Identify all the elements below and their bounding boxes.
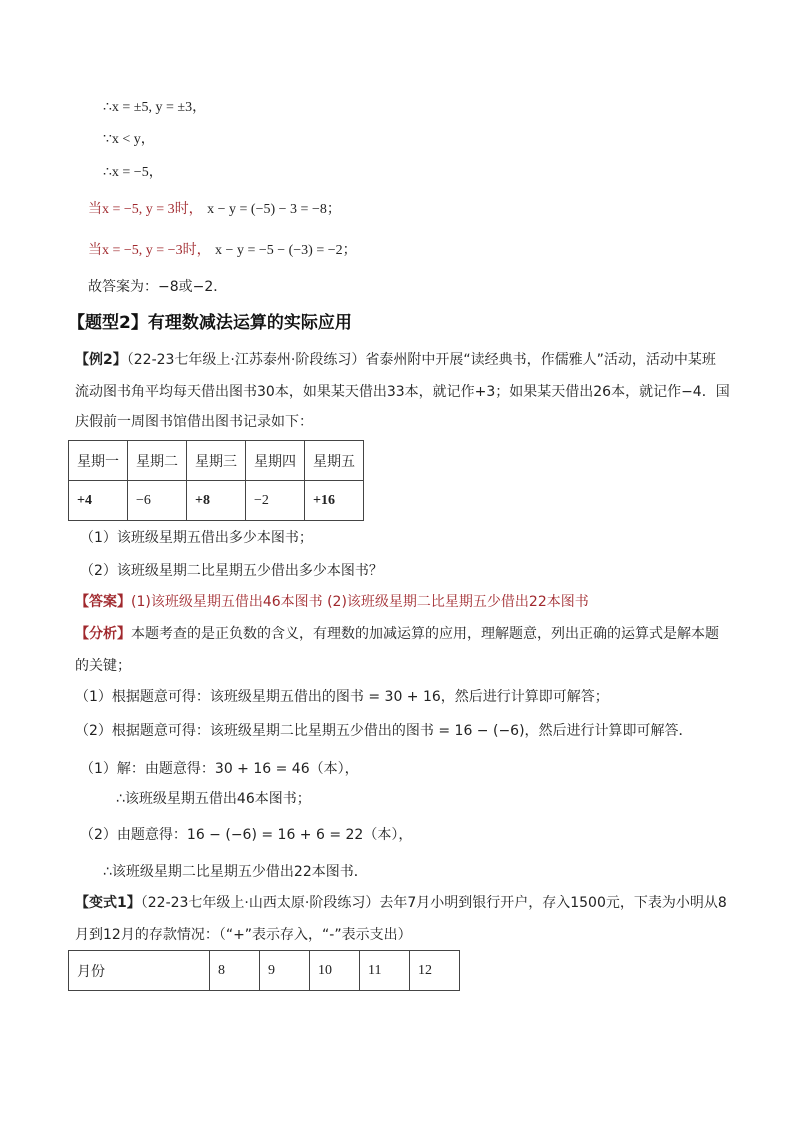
month-cell: 9	[260, 951, 310, 991]
variant-1-line-2: 月到12月的存款情况：（“+”表示存入，“-”表示支出）	[75, 927, 412, 943]
solution-1-line-2: ∴该班级星期五借出46本图书；	[116, 791, 311, 807]
example-2-line-2: 流动图书角平均每天借出图书30本，如果某天借出33本，就记作+3；如果某天借出26本，就记作−4．国	[75, 384, 730, 400]
question-1: （1）该班级星期五借出多少本图书；	[80, 530, 313, 546]
case-1-mid: 时，	[174, 201, 203, 217]
table-header-row	[69, 441, 364, 481]
variant-1-label: 【变式1】	[75, 895, 141, 911]
table-header-cell: 星期四	[246, 441, 305, 481]
table-value-row	[69, 481, 364, 521]
table-value-cell: +16	[305, 481, 364, 521]
solution-2-line-2: ∴该班级星期二比星期五少借出22本图书．	[103, 864, 368, 880]
solution-case-2	[88, 240, 357, 261]
table-value-cell: −2	[246, 481, 305, 521]
table-header-cell: 星期五	[305, 441, 364, 481]
example-2-line-3: 庆假前一周图书馆借出图书记录如下：	[75, 414, 313, 430]
example-2-line-1	[75, 350, 716, 370]
answer-text: (1)该班级星期五借出46本图书 (2)该班级星期二比星期五少借出22本图书	[131, 594, 589, 610]
solution-line-2: ∵x < y，	[103, 132, 155, 147]
loan-record-table	[68, 440, 364, 521]
table-value-cell: +4	[69, 481, 128, 521]
analysis-text-1: 本题考查的是正负数的含义，有理数的加减运算的应用，理解题意，列出正确的运算式是解本题	[131, 626, 719, 642]
analysis-line-3: （1）根据题意可得：该班级星期五借出的图书 = 30 + 16，然后进行计算即可解答；	[75, 689, 609, 705]
analysis-line-1	[75, 624, 719, 644]
table-header-cell: 星期一	[69, 441, 128, 481]
month-cell: 12	[410, 951, 460, 991]
table-row	[69, 951, 460, 991]
solution-1-line-1: （1）解：由题意得：30 + 16 = 46（本），	[80, 761, 359, 777]
case-1-condition: x = −5, y = 3	[102, 202, 175, 217]
table-value-cell: −6	[128, 481, 187, 521]
table-row-label: 月份	[69, 951, 210, 991]
table-header-cell: 星期三	[187, 441, 246, 481]
month-cell: 8	[210, 951, 260, 991]
solution-answer: 故答案为：−8或−2．	[88, 279, 228, 295]
case-2-mid: 时，	[182, 242, 211, 258]
case-1-prefix: 当	[88, 201, 102, 217]
example-2-label: 【例2】	[75, 352, 127, 368]
solution-line-3: ∴x = −5，	[103, 165, 163, 180]
solution-case-1	[88, 199, 341, 220]
month-cell: 11	[360, 951, 410, 991]
variant-1-text-1: （22-23七年级上·山西太原·阶段练习）去年7月小明到银行开户，存入1500元，下表为小明从8	[140, 895, 727, 911]
case-2-condition: x = −5, y = −3	[102, 243, 183, 258]
analysis-line-2: 的关键；	[75, 658, 131, 674]
answer-line	[75, 592, 589, 612]
section-title: 【题型2】有理数减法运算的实际应用	[68, 313, 352, 333]
case-2-prefix: 当	[88, 242, 102, 258]
answer-label: 【答案】	[75, 594, 131, 610]
month-cell: 10	[310, 951, 360, 991]
case-2-expression: x − y = −5 − (−3) = −2	[215, 243, 343, 258]
case-2-end: ；	[342, 242, 357, 258]
example-2-text-1: （22-23七年级上·江苏泰州·阶段练习）省泰州附中开展“读经典书，作儒雅人”活动，活动中某班	[126, 352, 716, 368]
solution-2-line-1: （2）由题意得：16 − (−6) = 16 + 6 = 22（本），	[80, 827, 413, 843]
question-2: （2）该班级星期二比星期五少借出多少本图书？	[80, 563, 383, 579]
analysis-line-4: （2）根据题意可得：该班级星期二比星期五少借出的图书 = 16 − (−6)，然后进行计算即可解答．	[75, 723, 693, 739]
table-header-cell: 星期二	[128, 441, 187, 481]
analysis-label: 【分析】	[75, 626, 131, 642]
variant-1-line-1	[75, 893, 727, 913]
case-1-end: ；	[326, 201, 341, 217]
table-value-cell: +8	[187, 481, 246, 521]
solution-line-1: ∴x = ±5, y = ±3，	[103, 100, 207, 115]
case-1-expression: x − y = (−5) − 3 = −8	[207, 202, 327, 217]
deposit-table	[68, 950, 460, 991]
